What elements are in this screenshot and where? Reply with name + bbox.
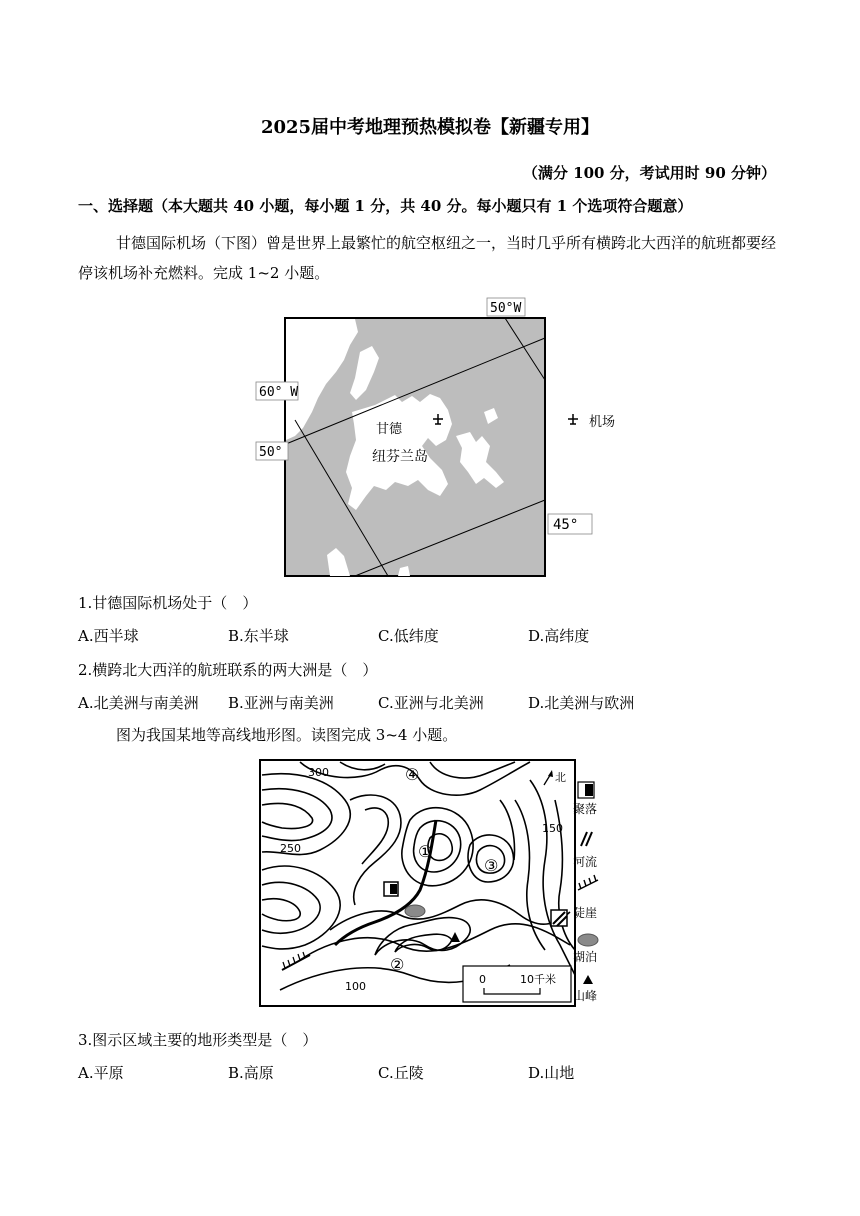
lon-50w-label: 50°W [490,301,522,316]
q1-option-c[interactable]: C.低纬度 [378,627,439,645]
legend-river-label: 河流 [573,855,598,869]
newfoundland-map [250,295,640,585]
legend-lake-icon [578,934,598,946]
legend-airplane-icon [568,414,578,424]
north-label: 北 [555,771,566,784]
intro-paragraph-2: 图为我国某地等高线地形图。读图完成 3~4 小题。 [116,726,458,744]
mark-1: ① [418,842,433,861]
mark-4: ④ [405,765,420,784]
settlement-icon [384,882,398,896]
legend-lake-label: 湖泊 [573,950,598,964]
q3-option-d[interactable]: D.山地 [528,1064,575,1082]
question-1-stem: 1.甘德国际机场处于（ ） [78,594,258,612]
q2-option-d[interactable]: D.北美洲与欧洲 [528,694,635,712]
legend-cliff-icon [578,875,598,890]
legend-settlement-icon [578,782,594,798]
q1-option-a[interactable]: A.西半球 [78,627,139,645]
scale-zero: 0 [479,973,486,986]
q1-option-b[interactable]: B.东半球 [228,627,289,645]
q2-option-b[interactable]: B.亚洲与南美洲 [228,694,334,712]
score-info: （满分 100 分，考试用时 90 分钟） [522,164,776,182]
contour-map [255,756,605,1011]
scale-ten-km: 10千米 [520,973,556,986]
contour-100-label: 100 [345,980,366,993]
q2-option-c[interactable]: C.亚洲与北美洲 [378,694,484,712]
question-3-stem: 3.图示区域主要的地形类型是（ ） [78,1031,318,1049]
settlement-icon-east [551,910,567,926]
legend-river-icon [581,832,592,846]
question-2-stem: 2.横跨北大西洋的航班联系的两大洲是（ ） [78,661,378,679]
lat-45-label: 45° [553,517,579,533]
legend-peak-icon [583,975,593,984]
q1-option-d[interactable]: D.高纬度 [528,627,590,645]
contour-300-label: 300 [308,766,329,779]
legend-cliff-label: 陡崖 [573,906,598,920]
lon-60w-label: 60° W [259,385,299,400]
contour-250-label: 250 [280,842,301,855]
q3-option-a[interactable]: A.平原 [78,1064,124,1082]
lat-50-label: 50° [259,445,283,460]
contour-150-label: 150 [542,822,563,835]
q2-option-a[interactable]: A.北美洲与南美洲 [78,694,199,712]
section-heading: 一、选择题（本大题共 40 小题，每小题 1 分，共 40 分。每小题只有 1 个选项符合题意） [78,197,693,215]
document-title: 2025届中考地理预热模拟卷【新疆专用】 [260,117,600,138]
place-newfoundland: 纽芬兰岛 [372,449,428,465]
mark-3: ③ [484,856,499,875]
intro-paragraph-1: 甘德国际机场（下图）曾是世界上最繁忙的航空枢纽之一，当时几乎所有横跨北大西洋的航班都要经停该机场补充燃料。完成 1~2 小题。 [78,234,777,282]
legend-peak-label: 山峰 [573,989,598,1003]
legend-airport-label: 机场 [589,415,616,430]
place-gander: 甘德 [376,422,403,437]
q3-option-c[interactable]: C.丘陵 [378,1064,424,1082]
mark-2: ② [390,955,405,974]
q3-option-b[interactable]: B.高原 [228,1064,274,1082]
legend-settlement-label: 聚落 [573,802,598,816]
